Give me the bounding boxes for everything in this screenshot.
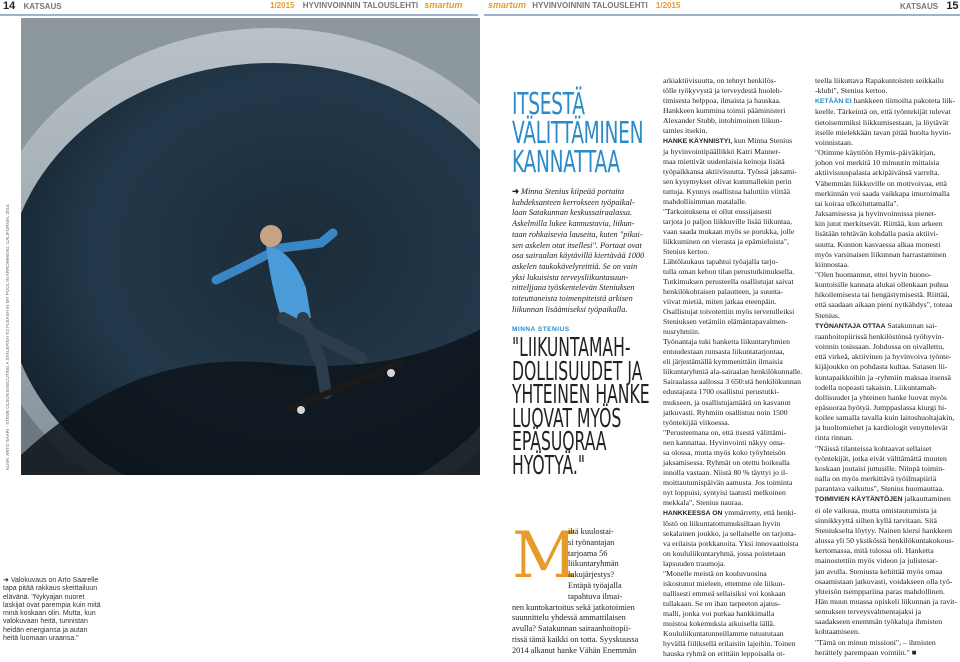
body-text: jalkauttaminen xyxy=(902,494,951,504)
body-line: liikuntaryhmiä ala-sairaalan henkilökunnalle. xyxy=(663,367,803,377)
body-line: Lähtölaukaus tapahtui työajalla tarjo- xyxy=(663,257,779,267)
body-line: "Tämä on minun missioni", – ihmisten xyxy=(815,637,936,647)
body-line: sekalainen joukko, ja sellaiselle on tarjotta- xyxy=(663,528,797,538)
body-line: osaamistaan jatkuvasti, voidakseen olla työ- xyxy=(815,576,953,586)
body-line: tarjota jo paljon liikkuville lisää liikuntaa, xyxy=(663,217,792,227)
body-line: ja hyvinvointipäällikkö Katri Manner- xyxy=(663,147,781,157)
caption-line: tapa pitää rakkaus skeittailuun xyxy=(3,585,98,593)
body-line: tarjoama 56 xyxy=(568,548,608,558)
quote-line: "LIIKUNTAMAH- xyxy=(512,333,631,363)
body-text: kun Minna Stenius xyxy=(732,136,793,146)
body-line: sen kysymykset olivat kummallekin perin xyxy=(663,177,792,187)
body-line: nyt loppuisi, syntyisi taatusti melkoinen xyxy=(663,487,786,497)
body-line: jatkuvasti. Ryhmiin osallistuu noin 1500 xyxy=(663,407,788,417)
body-line xyxy=(663,136,809,147)
body-line: innolla vastaan. Niistä 80 % täyttyi jo il- xyxy=(663,467,788,477)
body-line: suunnittelu yhdessä ammattilaisen xyxy=(512,613,626,623)
quote-author: MINNA STENIUS xyxy=(512,326,570,333)
body-line: suutta. Kunnon kasvaessa alkaa monesti xyxy=(815,239,941,249)
skateboarder-photo xyxy=(21,18,480,475)
lead-line: nitteljjana työskentelevän Steniuksen xyxy=(512,283,635,293)
body-line: Alexander Stubb, intohimoinen liikun- xyxy=(663,116,783,126)
body-line: "Näissä tilanteissa kohtaavat sellaiset xyxy=(815,443,932,453)
body-line: tapahtuva ilmai- xyxy=(568,591,623,601)
body-line: Stenius. xyxy=(815,310,840,320)
body-line: että virkeä, aktiivinen ja hyvinvoiva työnte- xyxy=(815,352,952,362)
body-line: parantava vaikutus", Stenius huomauttaa. xyxy=(815,484,944,494)
body-column-2 xyxy=(663,76,809,659)
body-line: herättely parempaan vointiin." ■ xyxy=(815,647,917,657)
body-line: iskostunut mieleen, ettemme ole liikun- xyxy=(663,578,785,588)
caption-arrow-icon: ➜ xyxy=(3,577,9,584)
body-text: Satakunnan sai- xyxy=(885,320,938,330)
smartum-logo-right: smartum xyxy=(488,0,527,10)
body-line: työntekijät, jotka eivät välttämättä muuten xyxy=(815,453,947,463)
header-right-section xyxy=(900,0,959,12)
body-line: kertomassa, mitä tulossa oli. Hanketta xyxy=(815,546,934,556)
body-line: mainostettiin myös videon ja julistesar- xyxy=(815,556,938,566)
body-line: kuntapaikkoihin ja -ryhmiin maksaa itsensä xyxy=(815,372,951,382)
body-line: hyvällä fiiliksellä erilaisiin lajeihin. Toinen xyxy=(663,638,796,648)
body-line: Osallistujat toivotettiin myös tervetulleiksi xyxy=(663,307,795,317)
body-text: ymmärretty, että henki- xyxy=(722,507,797,517)
body-line xyxy=(815,96,960,107)
body-line: saadakseen enemmän työkaluja ihmisten xyxy=(815,617,943,627)
lead-line: kahdeksanteen kerrokseen työpaikal- xyxy=(512,197,635,207)
body-line: todella nopeasti takaisin. Liikuntamah- xyxy=(815,382,937,392)
lead-line: liikunnan lisäämiseksi työpaikalla. xyxy=(512,304,628,314)
header-rule-right xyxy=(484,14,960,16)
body-line: keelle. Tärkeintä on, että työntekijät tulevat xyxy=(815,107,951,117)
body-line: voinnistaan. xyxy=(815,137,853,147)
body-line: ei ole vaikeaa, mutta omistautumista ja xyxy=(815,505,937,515)
body-line: liikuntaryhmän xyxy=(568,559,619,569)
body-line: iltä kuulostai- xyxy=(568,527,614,536)
body-line: rissä tämä kaikki on totta. Syyskuussa xyxy=(512,634,639,644)
body-line: epäsuoraa hyötyä. Jumppaslassa kiurgi hi- xyxy=(815,403,947,412)
body-line: Sairaalassa aallossa 3 650:stä henkilökunnan xyxy=(663,377,801,387)
issue-right: 1/2015 xyxy=(655,1,681,10)
header-rule-left xyxy=(0,14,478,16)
body-line: muistoa kokemuksia aikuisella iällä. xyxy=(663,618,775,628)
body-line: yhteisön tsemppariina paras mahdollinen. xyxy=(815,586,945,596)
body-line: si työnantajan xyxy=(568,537,615,547)
body-line: myös varsinaisen liikunnan harrastaminen xyxy=(815,249,947,259)
caption-line: heidän energiansa ja autan xyxy=(3,626,88,634)
body-line: viivat mietiä, miten jatkaa eteenpäin. xyxy=(663,297,777,307)
title-line: ITSESTÄ xyxy=(512,87,585,122)
body-line: Hankkeen kummina toimii pääministeri xyxy=(663,106,786,116)
lead-line: yksi lukuisista terveysliikuntasuun- xyxy=(512,272,629,282)
body-line: Steniuksen vetämiin elämäntapavalmen- xyxy=(663,317,788,327)
skate-bowl-illustration xyxy=(21,18,480,475)
quote-line: YHTEINEN HANKE xyxy=(512,380,650,410)
body-line: malli, jonka voi purkaa hankkimalla xyxy=(663,608,775,618)
lead-arrow-icon: ➜ xyxy=(512,186,519,196)
lead-in: KETÄÄN EI xyxy=(815,98,852,106)
body-line: edustajasta 1700 osallistui perustutki- xyxy=(663,387,779,397)
body-line: nen kuntokartoitus sekä jatkotoimien xyxy=(512,602,635,612)
page-number-right: 15 xyxy=(946,0,959,12)
body-line: tullakaan. Se on ihan tarpeeton ajatus- xyxy=(663,598,781,608)
body-line: Tutkimuksen perusteella osallistujat saivat xyxy=(663,277,794,287)
body-line: hikoilemisesta tai hengästymisestä. Riittää, xyxy=(815,290,950,300)
body-line: kijäjoukko on pohdasta kultaa. Satasen lii- xyxy=(815,362,948,372)
publication-right: HYVINVOINNIN TALOUSLEHTI xyxy=(532,1,648,10)
caption-line: valokuvaan heitä, tunnistan xyxy=(3,618,88,626)
body-line: dollisuudet ja yhteinen hanke luovat myös xyxy=(815,392,947,402)
body-line: Entäpä työajalla xyxy=(568,580,622,590)
body-line: tamies itsekin. xyxy=(663,126,708,136)
caption-line: elävänä. "Nykyajan nuoret xyxy=(3,593,85,601)
body-line: tulla oman kehon tilan perustutkimuksella. xyxy=(663,267,795,277)
body-line: tölle työkyvystä ja terveydestä huoleh- xyxy=(663,86,783,96)
article-title xyxy=(512,87,644,180)
body-line: moittautumispäivän aamusta. Jos toiminta xyxy=(663,477,793,487)
article-lead xyxy=(512,186,646,315)
smartum-logo-left: smartum xyxy=(424,0,463,10)
body-line: hauska ryhmä on erittäin leppoisalla ot- xyxy=(663,648,785,658)
quote-line: DOLLISUUDET JA xyxy=(512,356,643,387)
body-line: vaan saada mukaan myös se porukka, jolle xyxy=(663,227,795,237)
body-line: Vähemmän liikkuville on motivoivaa, että xyxy=(815,178,947,188)
body-line: entuudestaan runsasta liikuntatarjontaa, xyxy=(663,347,785,357)
body-line: sinnikkyyttä siihen kyllä tarvitaan. Sitä xyxy=(815,515,937,525)
body-line: Hän muun muassa opiskeli liikunnan ja ravit- xyxy=(815,596,958,606)
caption-line: heitä luomaan uraansa." xyxy=(3,635,79,643)
body-line: "Monelle meistä on kouluvuosina xyxy=(663,568,767,578)
body-line: johon voi merkitä 10 minuutin mittaisia xyxy=(815,158,940,168)
body-line: koskaan joutaisi juttusille. Niinpä toimin- xyxy=(815,463,945,473)
body-line: teella liikuttava Rapakuntoisten seikkailu xyxy=(815,76,944,85)
caption-line: laskijat ovat parempia kuin mitä xyxy=(3,601,101,609)
title-line: KANNATTAA xyxy=(512,145,620,180)
body-line: tietoisemmiksi liikkumisestaan, ja löytävät xyxy=(815,117,949,127)
body-text: hankkeen tiimoilta pakoteta liik- xyxy=(851,96,956,106)
body-line: löstö on liikuntatottumuksiltaan hyvin xyxy=(663,518,781,528)
pull-quote xyxy=(512,333,650,481)
body-line: kin jutut merkitsevät. Riittää, kun arkeen xyxy=(815,219,943,229)
body-line: "Tarkoituksena ei ollut enssijaisesti xyxy=(663,207,772,217)
caption-line: minä koskaan olin. Mutta, kun xyxy=(3,610,96,618)
body-line: työpaikkansa aktiivisuutta. Työssä jaksami- xyxy=(663,167,797,177)
body-line: mekkala", Stenius nauraa. xyxy=(663,497,743,507)
body-line: Stenius kertoo. xyxy=(663,247,710,257)
body-line: alussa yli 50 yksikössä henkilökuntakokous- xyxy=(815,536,955,546)
body-line: mahdollisimman matalalle. xyxy=(663,197,747,207)
body-line: lapsuuden traumoja. xyxy=(663,558,726,568)
quote-line: EPÄSUORAA xyxy=(512,427,607,457)
body-line: mukseen, ja osallistujamäärä on kasvanut xyxy=(663,397,791,407)
body-line: kohtaamiseen. xyxy=(815,627,860,637)
body-line: Koululiikuntatunneillamme tutustutaan xyxy=(663,628,784,638)
body-line xyxy=(815,321,960,332)
body-line: maa miettivät uudenlaisia keinoja lisätä xyxy=(663,157,785,167)
header-left xyxy=(3,0,62,12)
body-line: "Perusteemana on, että itsestä välittämi- xyxy=(663,427,787,437)
body-line xyxy=(815,494,960,505)
lead-in: TOIMIVIEN KÄYTÄNTÖJEN xyxy=(815,496,903,504)
lead-line: Minna Stenius kiipeää portaita xyxy=(521,187,625,196)
photo-caption xyxy=(3,577,121,643)
caption-line: Valokuvaus on Arto Saarelle xyxy=(10,577,99,584)
body-line: aktiivisuuspalasia arkipäivänsä varrelta. xyxy=(815,168,940,178)
body-line: nalla on myös merkittävä työilmapiiriä xyxy=(815,474,937,484)
body-line: tai koiraa ulkoiluttamalla". xyxy=(815,198,899,208)
body-line: on koululiikuntaryhmä, jossa poistetaan xyxy=(663,548,786,558)
body-line: -klubi", Stenius kertoo. xyxy=(815,86,888,96)
body-line: ja huoltomiehet ja kardiologit venyttelevät xyxy=(815,423,948,433)
body-column-1 xyxy=(512,527,654,657)
lead-line: toteuttaneista toimenpiteistä arkisen xyxy=(512,294,633,304)
body-line: eli järjestämällä kymmenittäin ilmaisia xyxy=(663,357,783,367)
body-line: että saadaan aikaan pieni nytkähdys", toteaa xyxy=(815,300,953,310)
header-right xyxy=(488,0,680,12)
body-column-3 xyxy=(815,76,960,658)
lead-in: TYÖNANTAJA OTTAA xyxy=(815,322,886,330)
body-line: lisätään tehtävän kohdalla pasia aktiivi- xyxy=(815,229,939,239)
body-line: jan avulla. Steniusta kehittää myös omaa xyxy=(815,566,943,576)
body-line: semuksen terveysvalmentajaksi ja xyxy=(815,607,922,617)
body-line: merkinnän voi saada vaikkapa imuroimalla xyxy=(815,188,950,198)
body-line: nen kannattaa. Hyvinvointi näkyy oma- xyxy=(663,437,785,447)
drop-cap: M xyxy=(512,519,578,593)
lead-line: sen askelen otat itsellesi". Portaat ovat xyxy=(512,240,642,250)
body-line: kiinnostaa. xyxy=(815,259,849,269)
publication-left: HYVINVOINNIN TALOUSLEHTI xyxy=(302,1,419,10)
body-line xyxy=(663,508,809,519)
body-line: tuttuja. Kynnys osallistua haluttiin viittää xyxy=(663,187,791,197)
body-line: henkilökohtaisen palautteen, ja suunta- xyxy=(663,287,783,297)
body-line: jaksamisessa. Ryhmät on otettu hoikealla xyxy=(663,457,790,467)
body-line: työntekijää viikoessa. xyxy=(663,417,730,427)
lead-line: Askelmilla lukee kannustavia, liikun- xyxy=(512,219,635,229)
body-line: Steniukselta löytyy. Nainen kiersi hankkeen xyxy=(815,525,952,535)
header-left-issue xyxy=(270,0,462,12)
body-line: voinnin tosissaan. Johdossa on oivallettu, xyxy=(815,342,945,352)
section-label-left: KATSAUS xyxy=(23,2,62,11)
body-line: liikkuminen on vierasta ja epämieluista", xyxy=(663,237,789,247)
lead-line: taan rohkaisevia lauseita, kuten "pikai- xyxy=(512,229,643,239)
body-line: "Otimme käyttöön Hymis-päiväkirjan, xyxy=(815,148,936,158)
issue-left: 1/2015 xyxy=(270,1,295,10)
body-line: Jaksamisessa ja hyvinvoinnissa pienet- xyxy=(815,209,937,219)
lead-line: laan Satakunnan keskussairaalassa. xyxy=(512,208,633,218)
lead-in: HANKE KÄYNNISTYI, xyxy=(663,138,733,146)
body-line: arkiaktiivisuutta, on tehnyt henkilös- xyxy=(663,76,777,85)
body-line: va erilaisia porkkanoita. Yksi innovaatioista xyxy=(663,538,799,548)
body-line: sa olossa, mutta myös koko työyhteisön xyxy=(663,447,786,457)
photo-credit: KUVA: ARTO SAARI · STEVE OLSON EXECUTING A STALEFISH TO FLEASH IN MY POOL IN ARROWHEAD, CALIFORNIA, 2014 xyxy=(5,204,10,470)
section-label-right: KATSAUS xyxy=(900,2,939,11)
body-line: koilee samalla tavalla kuin laitoshuoltajakin, xyxy=(815,413,955,423)
body-line: itselle mielekkään tavan pitää huolta hyvin- xyxy=(815,127,952,137)
body-line: raanhoitopiirissä henkilöstönsä työhyvin- xyxy=(815,331,945,341)
body-line: kuntoisille kannata alukai ollenkaan puhua xyxy=(815,280,949,290)
body-line: Työnantaja tuki hanketta liikuntaryhmien xyxy=(663,337,790,347)
body-line: nallisesti emmeä sellaisiksi voi koskaan xyxy=(663,588,786,598)
title-line: VÄLITTÄMINEN xyxy=(512,116,644,151)
quote-line: HYÖTYÄ." xyxy=(512,450,586,481)
body-line: timisesta helppoa, ilmaista ja hauskaa. xyxy=(663,96,781,106)
body-line: lukujärjestys? xyxy=(568,570,615,580)
lead-line: askelen taukokävelyreittiä. Se on vain xyxy=(512,261,638,271)
quote-line: LUOVAT MYÖS xyxy=(512,403,622,434)
body-line: rinta rinnan. xyxy=(815,433,854,443)
body-line: nusryhmiin. xyxy=(663,327,700,337)
lead-in: HANKKEESSA ON xyxy=(663,509,723,517)
lead-line: osa sairaalan käytävillä kiertävää 1000 xyxy=(512,251,645,261)
body-line: avulla? Satakunnan sairaanhoitopii- xyxy=(512,624,631,634)
body-line: 2014 alkanut hanke Vähän Enemmän xyxy=(512,645,637,655)
body-line: "Olen huomannut, ettei hyvin huono- xyxy=(815,269,932,279)
page-number-left: 14 xyxy=(3,0,16,12)
